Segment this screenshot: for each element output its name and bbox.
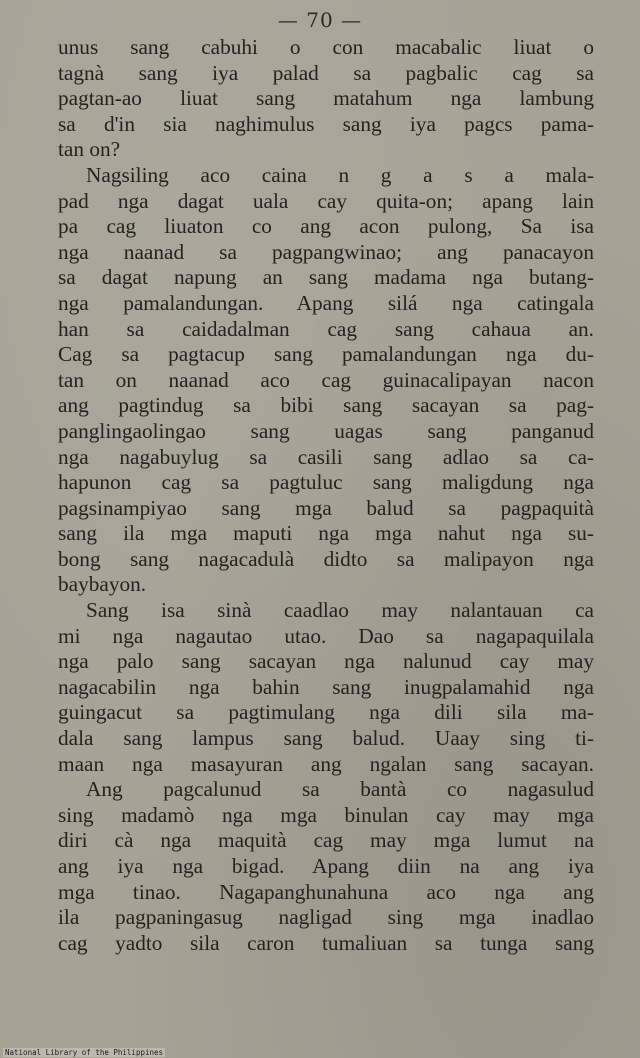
text-line: tagnà sang iya palad sa pagbalic cag sa: [58, 60, 594, 85]
text-line: Ang pagcalunud sa bantà co nagasulud: [86, 777, 594, 802]
paragraph: [58, 598, 594, 777]
text-line: baybayon.: [58, 572, 147, 597]
text-line: ila pagpaningasug nagligad sing mga inadlao: [58, 905, 594, 930]
library-footer: National Library of the Philippines: [5, 1048, 164, 1057]
text-line: Cag sa pagtacup sang pamalandungan nga du-: [58, 342, 594, 367]
text-line: nagacabilin nga bahin sang inugpalamahid nga: [58, 674, 594, 699]
text-line: sa dagat napung an sang madama nga butang-: [58, 265, 594, 290]
text-line: hapunon cag sa pagtuluc sang maligdung nga: [58, 470, 594, 495]
text-line: pad nga dagat uala cay quita-on; apang lain: [58, 188, 594, 213]
text-line: pagtan-ao liuat sang matahum nga lambung: [58, 86, 594, 111]
text-line: nga naanad sa pagpangwinao; ang panacayon: [58, 239, 594, 264]
paragraph: [58, 35, 594, 163]
text-line: diri cà nga maquità cag may mga lumut na: [58, 828, 594, 853]
text-line: nga pamalandungan. Apang silá nga catingala: [58, 290, 594, 315]
text-line: pa cag liuaton co ang acon pulong, Sa isa: [58, 214, 594, 239]
text-line: ang pagtindug sa bibi sang sacayan sa pag-: [58, 393, 594, 418]
text-line: pagsinampiyao sang mga balud sa pagpaquità: [58, 495, 594, 520]
text-line: ang iya nga bigad. Apang diin na ang iya: [58, 854, 594, 878]
page-body: [58, 35, 594, 956]
text-line: nga palo sang sacayan nga nalunud cay may: [58, 649, 594, 674]
text-line: panglingaolingao sang uagas sang panganud: [58, 418, 594, 443]
text-line: Sang isa sinà caadlao may nalantauan ca: [86, 598, 594, 623]
text-line: sa d'in sia naghimulus sang iya pagcs pama-: [58, 111, 594, 136]
page-number: — 70 —: [277, 8, 363, 32]
text-line: nga nagabuylug sa casili sang adlao sa ca-: [58, 444, 594, 469]
text-line: maan nga masayuran ang ngalan sang sacayan.: [58, 751, 594, 776]
text-line: guingacut sa pagtimulang nga dili sila ma-: [58, 700, 594, 725]
text-line: tan on naanad aco cag guinacalipayan nacon: [58, 367, 594, 392]
text-line: dala sang lampus sang balud. Uaay sing ti-: [58, 726, 594, 751]
text-line: han sa caidadalman cag sang cahaua an.: [58, 316, 594, 341]
text-line: sang ila mga maputi nga mga nahut nga su-: [58, 521, 594, 546]
text-line: Nagsiling aco caina n g a s a mala-: [86, 162, 594, 187]
text-line: mga tinao. Nagapanghunahuna aco nga ang: [58, 879, 594, 904]
text-line: mi nga nagautao utao. Dao sa nagapaquilala: [58, 623, 594, 648]
paragraph: [58, 777, 594, 956]
text-line: tan on?: [58, 137, 121, 162]
text-line: cag yadto sila caron tumaliuan sa tunga sang: [58, 930, 594, 955]
text-line: bong sang nagacadulà didto sa malipayon nga: [58, 546, 594, 571]
text-line: sing madamò nga mga binulan cay may mga: [58, 802, 594, 827]
paragraph: [58, 163, 594, 598]
text-line: unus sang cabuhi o con macabalic liuat o: [58, 35, 594, 59]
